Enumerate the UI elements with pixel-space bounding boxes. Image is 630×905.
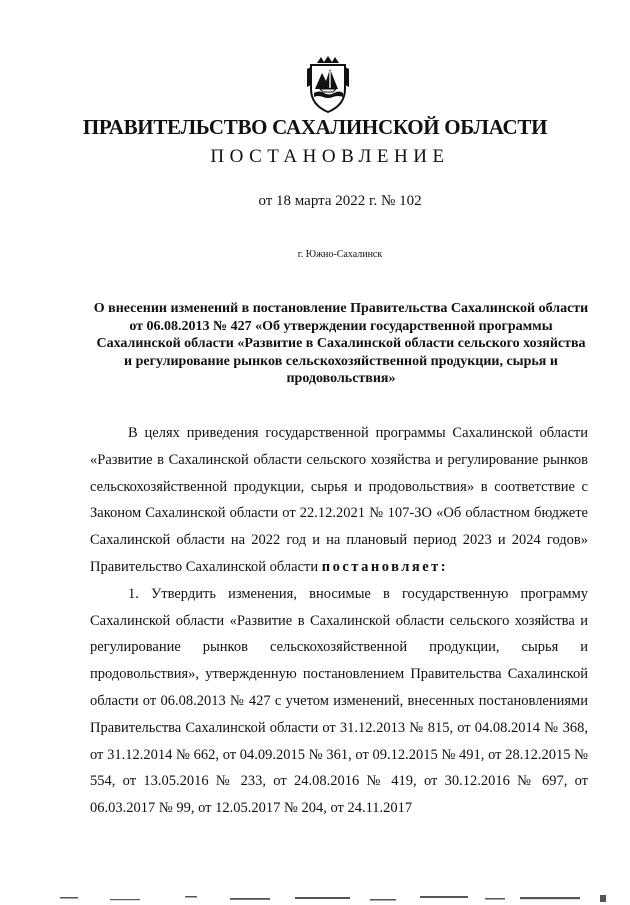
- paragraph-item-1: 1. Утвердить изменения, вносимые в государственную программу Сахалинской области «Развитие в Сахалинской области сельского хозяйства и регулирование рынков сельскохозяйственной продукции, сырья и продовольствия», утвержденную постановлением Правительства Сахалинской области от 06.08.2013 № 427 с учетом изменений, внесенных постановлениями Правительства Сахалинской области от 31.12.2013 № 815, от 04.08.2014 № 368, от 31.12.2014 № 662, от 04.09.2015 № 361, от 09.12.2015 № 491, от 28.12.2015 № 554, от 13.05.2016 № 233, от 24.08.2016 № 419, от 30.12.2016 № 697, от 06.03.2017 № 99, от 12.05.2017 № 204, от 24.11.2017: [90, 585, 588, 817]
- organization-name: ПРАВИТЕЛЬСТВО САХАЛИНСКОЙ ОБЛАСТИ: [82, 115, 548, 139]
- document-city: г. Южно-Сахалинск: [297, 249, 383, 260]
- scan-noise-strip: [0, 880, 630, 905]
- paragraph-preamble: [90, 420, 588, 581]
- preamble-text: В целях приведения государственной программы Сахалинской области «Развитие в Сахалинской области сельского хозяйства и регулирование рынков сельскохозяйственной продукции, сырья и продовольствия» в соответствие с Законом Сахалинской области от 22.12.2021 № 107-ЗО «Об областном бюджете Сахалинской области на 2022 год и на плановый период 2023 и 2024 годов» Правительство Сахалинской области: [90, 425, 588, 575]
- coat-of-arms-icon: [302, 55, 354, 115]
- document-body: [90, 420, 588, 822]
- document-type: ПОСТАНОВЛЕНИЕ: [210, 146, 450, 167]
- resolves-word: постановляет:: [321, 558, 449, 575]
- document-date-number: от 18 марта 2022 г. № 102: [258, 193, 422, 209]
- document-title: О внесении изменений в постановление Правительства Сахалинской области от 06.08.2013 № 427 «Об утверждении государственной программы Сахалинской области «Развитие в Сахалинской области сельского хозяйства и регулирование рынков сельскохозяйственной продукции, сырья и продовольствия»: [93, 301, 589, 386]
